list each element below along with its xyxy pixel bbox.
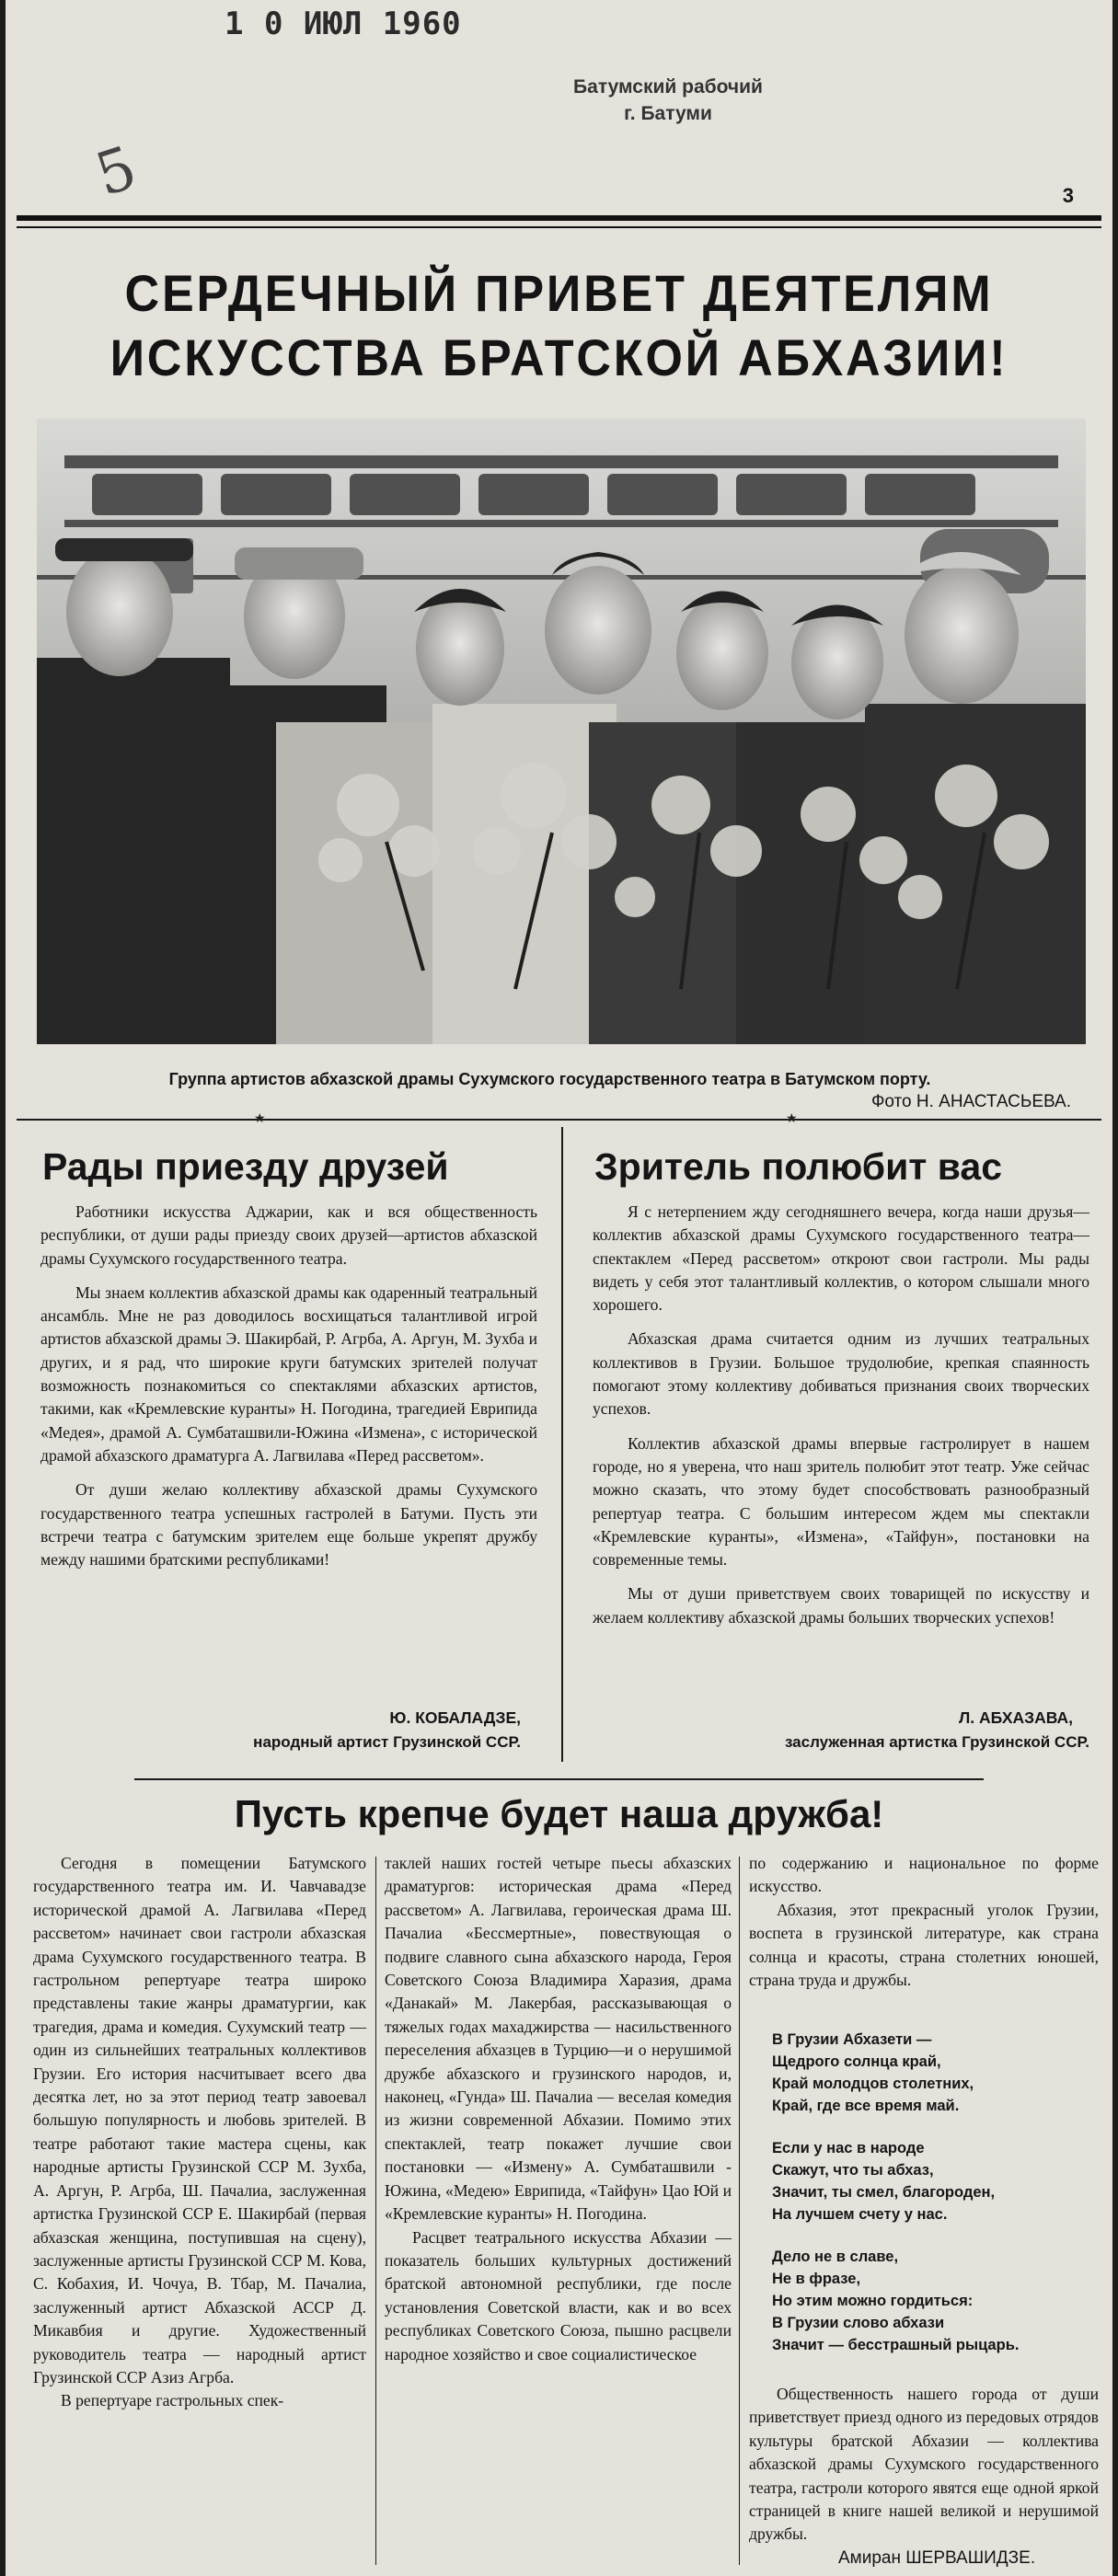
column-divider	[561, 1127, 563, 1762]
poem-stanza	[772, 2029, 1094, 2117]
bottom-paragraph: Сегодня в помещении Батумского государственного театра им. И. Чавчавадзе исторической драмой А. Лагвилава «Перед рассветом» начинает свои гастроли абхазская драма Сухумского государственного театра. В гастрольном репертуаре театра широко представлены такие жанры драматургии, как трагедия, драма и комедия. Сухумский театр — один из сильнейших театральных коллективов Грузии. Его история насчитывает всего два десятка лет, но за этот период театр завоевал большую популярность и любовь зрителей. В театре работают такие мастера сцены, как народные артисты Грузинской ССР М. Зухба, А. Аргун, Р. Агрба, Ш. Пачалиа, заслуженная артистка Грузинской ССР Е. Шакирбай (первая абхазская женщина, поступившая на сцену), заслуженные артисты Грузинской ССР М. Кова, С. Кобахия, И. Чочуа, В. Тбар, М. Пачалиа, заслуженный артист Абхазской АССР Д. Микавбия и другие. Художественный руководитель театра — народный артист Грузинской ССР Азиз Агрба.	[33, 1854, 366, 2386]
bottom-paragraph: Расцвет театрального искусства Абхазии — показатель больших культурных достижений братской автономной республики, где после установления Советской власти, как и во всех республиках Советского Союза, пышно расцвели народное хозяйство и свое социалистическое	[385, 2227, 732, 2363]
bottom-paragraph: В репертуаре гастрольных спек-	[61, 2391, 284, 2410]
poem-line: Скажут, что ты абхаз,	[772, 2162, 934, 2179]
poem-line: Край, где все время май.	[772, 2098, 960, 2114]
article-bottom-column-2	[385, 1852, 732, 2366]
divider-star-left: ★	[254, 1112, 266, 1126]
article-right-signature: Л. АБХАЗАВА,	[959, 1708, 1073, 1727]
handwritten-mark: 5	[87, 133, 145, 211]
bottom-paragraph: по содержанию и национальное по форме искусство.	[749, 1854, 1099, 1896]
headline-line-2: ИСКУССТВА БРАТСКОЙ АБХАЗИИ!	[109, 328, 1009, 386]
source-stamp	[539, 74, 797, 127]
article-right-title: Зритель полюбит вас	[594, 1145, 1003, 1188]
poem-line: Щедрого солнца край,	[772, 2053, 941, 2070]
article-right-paragraph: Абхазская драма считается одним из лучших театральных коллективов в Грузии. Большое трудолюбие, крепкая спаянность помогают этому коллективу добиваться признания своих творческих успехов.	[593, 1329, 1089, 1419]
article-bottom-column-3	[749, 1852, 1099, 1992]
poem-line: Не в фразе,	[772, 2271, 861, 2287]
top-rule-thin	[17, 226, 1101, 228]
photo-credit: Фото Н. АНАСТАСЬЕВА.	[870, 1092, 1071, 1111]
poem-line: Дело не в славе,	[772, 2248, 899, 2265]
poem-line: В Грузии Абхазети —	[772, 2031, 932, 2048]
bottom-column-divider-2	[739, 1857, 740, 2565]
article-bottom-column-3-outro	[749, 2383, 1099, 2547]
article-right-paragraph: Я с нетерпением жду сегодняшнего вечера, когда наши друзья—коллектив абхазской драмы Сухумского государственного театра—спектаклем «Перед рассветом» откроют свои гастроли. Мы рады видеть у себя этот талантливый коллектив, о котором слышали много хорошего.	[593, 1202, 1089, 1315]
poem-stanza	[772, 2246, 1094, 2356]
bottom-paragraph: Общественность нашего города от души приветствует приезд одного из передовых отрядов культуры братской Абхазии — коллектива абхазской драмы Сухумского государственного театра, гастроли которого явятся еще одной яркой страницей в книге нашей великой и нерушимой дружбы.	[749, 2385, 1099, 2544]
page-number: 3	[1062, 184, 1074, 207]
headline-line-1: СЕРДЕЧНЫЙ ПРИВЕТ ДЕЯТЕЛЯМ	[124, 264, 994, 322]
article-left-body	[40, 1201, 537, 1582]
poem-line: Но этим можно гордиться:	[772, 2293, 974, 2309]
source-city: г. Батуми	[624, 103, 712, 124]
top-rule-thick	[17, 215, 1101, 221]
article-right-paragraph: Коллектив абхазской драмы впервые гастролирует в нашем городе, но я уверена, что наш зритель полюбит этот театр. Уже сейчас можно сказать, что этому будет способствовать разнообразный репертуар театра. С большим интересом ждем мы спектакли «Кремлевские куранты», «Измена», «Тайфун», постановки на современные темы.	[593, 1433, 1089, 1570]
poem-line: Если у нас в народе	[772, 2140, 925, 2156]
divider-star-right: ★	[786, 1112, 798, 1126]
main-headline	[62, 261, 1057, 390]
article-left-role: народный артист Грузинской ССР.	[253, 1733, 521, 1751]
photo-caption: Группа артистов абхазской драмы Сухумского государственного театра в Батумском порту.	[168, 1070, 931, 1088]
article-left-paragraph: Мы знаем коллектив абхазской драмы как одаренный театральный ансамбль. Мне не раз доводилось восхищаться талантливой игрой артистов абхазской драмы Э. Шакирбай, Р. Агрба, А. Аргун, М. Зухба и других, и я рад, что широкие круги батумских зрителей получат возможность познакомиться со спектаклями абхазских артистов, такими, как «Кремлевские куранты» Н. Погодина, трагедией Еврипида «Медея», драмой А. Сумбаташвили-Южина «Измена», с исторической драмой абхазского драматурга А. Лагвилава «Перед рассветом».	[40, 1282, 537, 1465]
bottom-paragraph: Абхазия, этот прекрасный уголок Грузии, воспета в грузинской литературе, как страна солнца и красоты, страна столетних юношей, страна труда и дружбы.	[749, 1900, 1099, 1990]
date-stamp: 1 0 ИЮЛ 1960	[225, 6, 462, 42]
poem-line: На лучшем счету у нас.	[772, 2206, 948, 2223]
article-bottom-column-1	[33, 1852, 366, 2413]
photo-illustration	[37, 419, 1086, 1044]
article-left-signature: Ю. КОБАЛАДЗЕ,	[389, 1708, 521, 1727]
poem-line: Край молодцов столетних,	[772, 2076, 974, 2092]
poem-line: В Грузии слово абхази	[772, 2315, 945, 2331]
poem-stanza	[772, 2137, 1094, 2225]
bottom-column-divider-1	[375, 1857, 376, 2565]
article-right-body	[593, 1201, 1089, 1640]
article-bottom-signature: Амиран ШЕРВАШИДЗЕ.	[838, 2548, 1036, 2568]
divider-under-photo	[17, 1119, 1101, 1121]
newspaper-clipping	[6, 0, 1112, 2576]
article-left-paragraph: Работники искусства Аджарии, как и вся общественность республики, от души рады приезду своих друзей—артистов абхазской драмы Сухумского государственного театра.	[40, 1202, 537, 1268]
article-left-title: Рады приезду друзей	[42, 1145, 449, 1188]
bottom-paragraph: таклей наших гостей четыре пьесы абхазских драматургов: историческая драма «Перед рассветом» А. Лагвилава, героическая драма Ш. Пачалиа «Бессмертные», повествующая о подвиге славного сына абхазского народа, Героя Советского Союза Владимира Харазия, драма «Данакай» М. Лакербая, рассказывающая о тяжелых годах махаджирства — насильственного переселения абхазцев в Турцию—и о нерушимой дружбе абхазского и грузинского народов, и, наконец, «Гунда» Ш. Пачалиа — веселая комедия из жизни современной Абхазии. Помимо этих спектаклей, театр покажет лучшие свои постановки — «Измену» А. Сумбаташвили - Южина, «Медею» Еврипида, «Тайфун» Цао Юй и «Кремлевские куранты» Н. Погодина.	[385, 1854, 732, 2224]
source-name: Батумский рабочий	[573, 76, 763, 98]
poem-line: Значит, ты смел, благороден,	[772, 2184, 996, 2201]
poem-line: Значит — бесстрашный рыцарь.	[772, 2337, 1020, 2353]
article-right-role: заслуженная артистка Грузинской ССР.	[784, 1733, 1089, 1751]
poem	[772, 2029, 1094, 2376]
article-right-paragraph: Мы от души приветствуем своих товарищей по искусству и желаем коллективу абхазской драмы больших творческих успехов!	[593, 1584, 1089, 1627]
article-left-paragraph: От души желаю коллективу абхазской драмы Сухумского государственного театра успешных гастролей в Батуми. Пусть эти встречи театра с батумским зрителем еще больше укрепят дружбу между нашими братскими республиками!	[40, 1480, 537, 1570]
article-bottom-title: Пусть крепче будет наша дружба!	[234, 1792, 884, 1835]
group-photo	[37, 419, 1086, 1044]
divider-above-bottom-article	[134, 1778, 984, 1780]
